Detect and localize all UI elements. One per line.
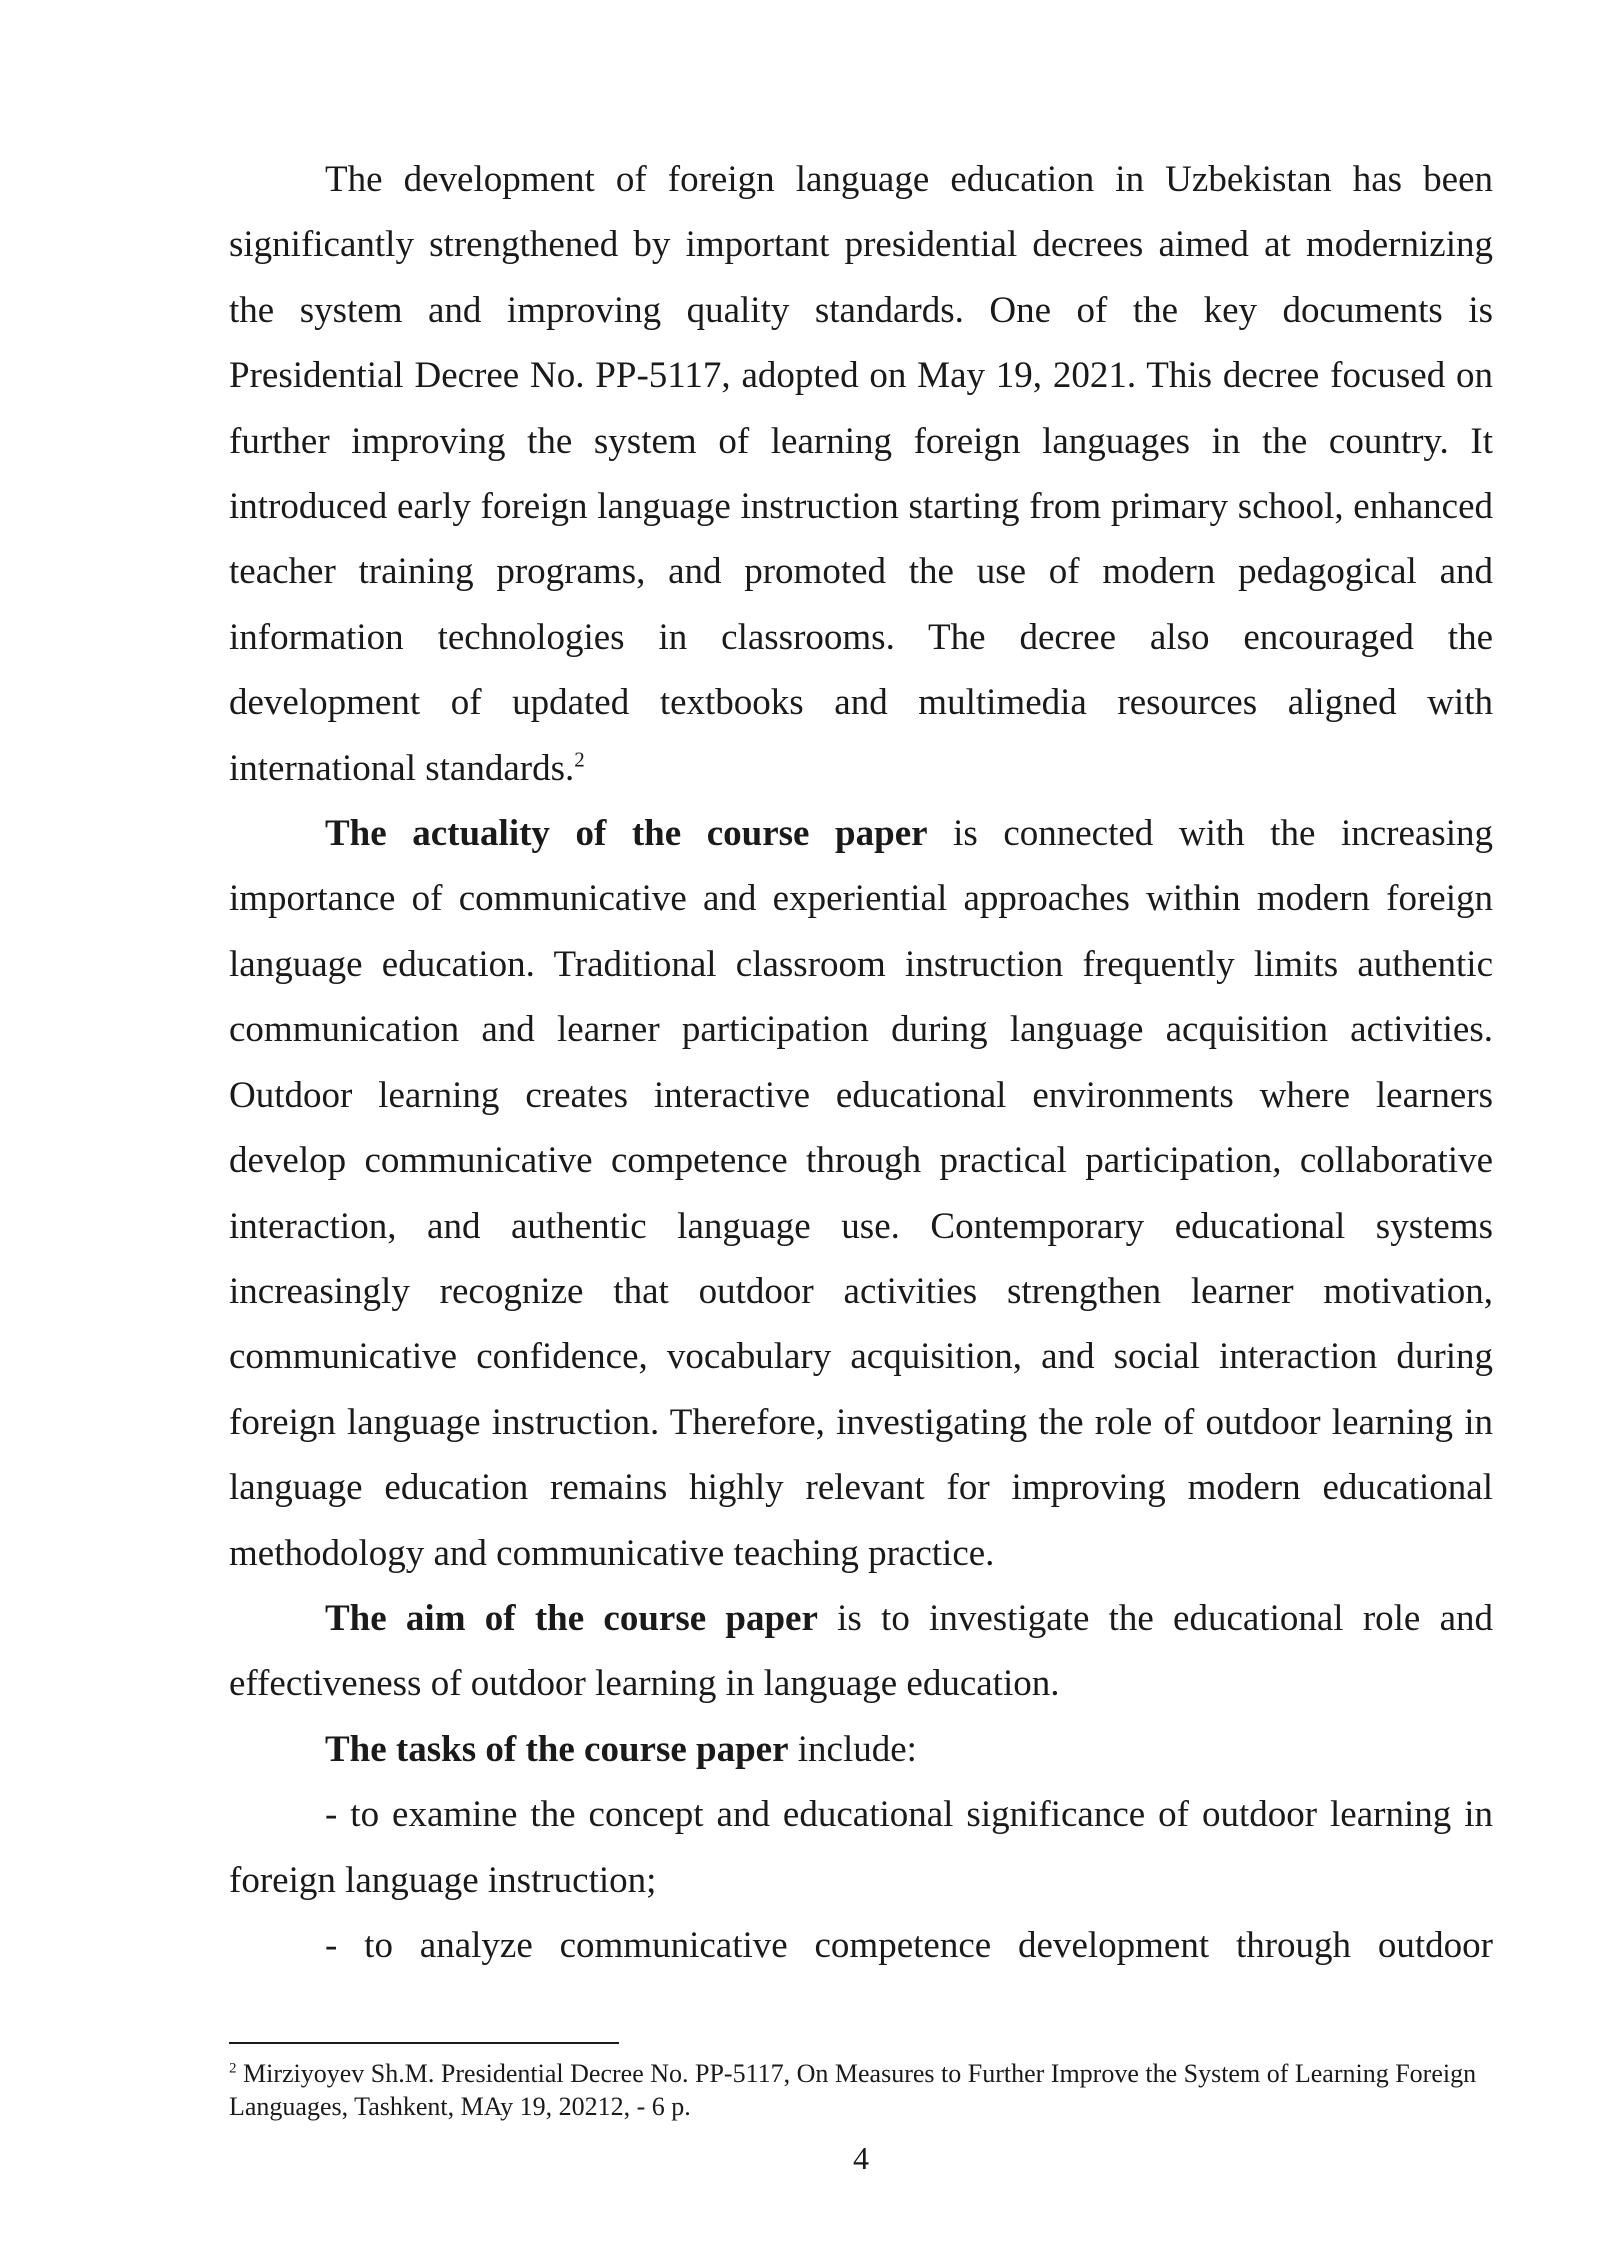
paragraph-lead: The tasks of the course paper	[325, 1728, 789, 1770]
paragraph-text: - to examine the concept and educational significance of outdoor learning in foreign language instruction;	[229, 1794, 1493, 1901]
body-text	[229, 147, 1493, 1978]
task-item	[229, 1913, 1493, 1978]
task-item	[229, 1782, 1493, 1913]
footnote-separator	[229, 2042, 619, 2044]
paragraph-tasks	[229, 1717, 1493, 1782]
footnote	[229, 2057, 1493, 2123]
paragraph-text: is connected with the increasing importance of communicative and experiential approaches within modern foreign language education. Traditional classroom instruction frequently limits authentic communication and learner participation during language acquisition activities. Outdoor learning creates interactive educational environments where learners develop communicative competence through practical participation, collaborative interaction, and authentic language use. Contemporary educational systems increasingly recognize that outdoor activities strengthen learner motivation, communicative confidence, vocabulary acquisition, and social interaction during foreign language instruction. Therefore, investigating the role of outdoor learning in language education remains highly relevant for improving modern educational methodology and communicative teaching practice.	[229, 813, 1493, 1574]
paragraph-decree	[229, 147, 1493, 801]
paragraph-lead: The actuality of the course paper	[325, 813, 928, 855]
paragraph-text: include:	[788, 1728, 917, 1770]
paragraph-text: is to investigate the educational role and effectiveness of outdoor learning in language education.	[229, 1597, 1494, 1705]
page-number: 4	[853, 2140, 869, 2176]
paragraph-lead: The aim of the course paper	[325, 1597, 818, 1639]
footnote-text: Mirziyoyev Sh.M. Presidential Decree No. PP-5117, On Measures to Further Improve the System of Learning Foreign Languages, Tashkent, MAy 19, 20212, - 6 p.	[229, 2059, 1477, 2121]
paragraph-text: - to analyze communicative competence development through outdoor	[325, 1924, 1493, 1966]
footnote-mark: 2	[229, 2060, 237, 2077]
paragraph-actuality	[229, 801, 1493, 1586]
paragraph-text: The development of foreign language education in Uzbekistan has been significantly strengthened by important presidential decrees aimed at modernizing the system and improving quality standards. One of the key documents is Presidential Decree No. PP-5117, adopted on May 19, 2021. This decree focused on further improving the system of learning foreign languages in the country. It introduced early foreign language instruction starting from primary school, enhanced teacher training programs, and promoted the use of modern pedagogical and information technologies in classrooms. The decree also encouraged the development of updated textbooks and multimedia resources aligned with international standards.	[229, 159, 1493, 789]
footnote-reference: 2	[574, 747, 585, 772]
paragraph-aim	[229, 1586, 1493, 1717]
